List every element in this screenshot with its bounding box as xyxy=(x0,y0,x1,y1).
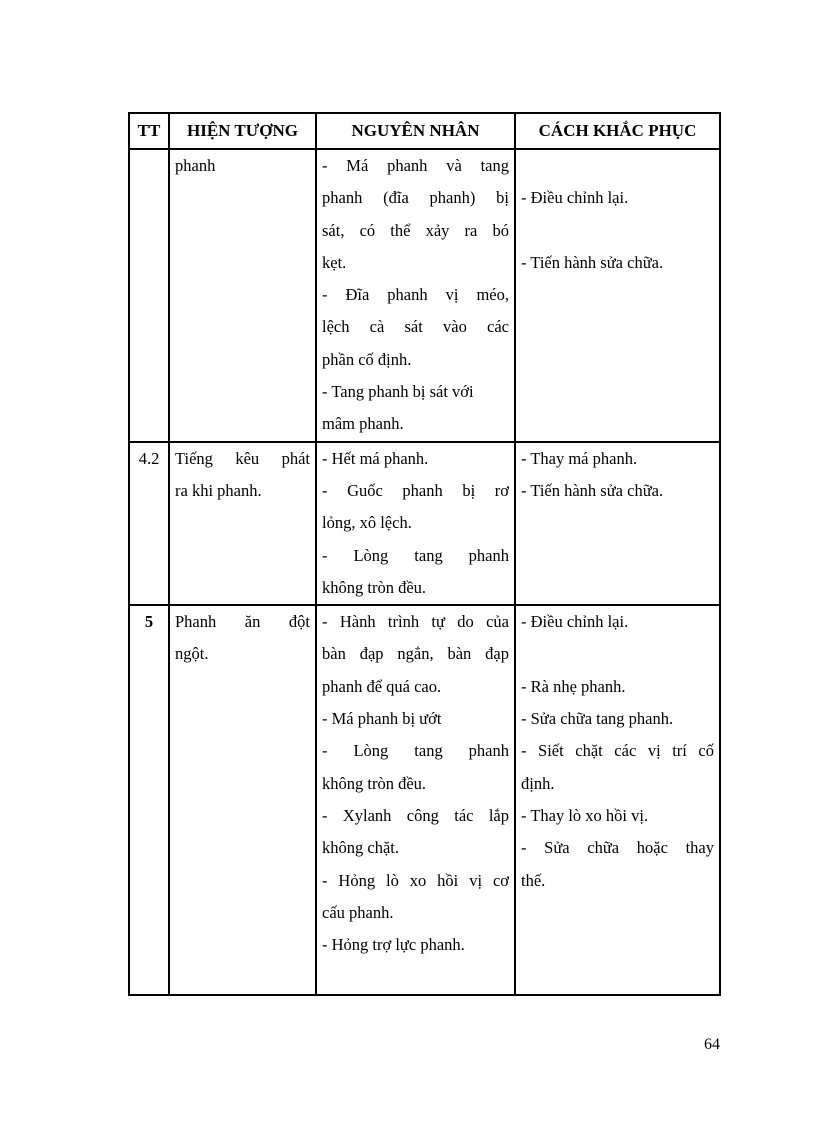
header-nguyen-nhan: NGUYÊN NHÂN xyxy=(316,113,515,149)
nguyen-nhan-line: phanh để quá cao. xyxy=(322,676,442,696)
hien-tuong-line: Tiếng kêu phát xyxy=(175,448,310,468)
tt-value: 5 xyxy=(144,612,154,632)
nguyen-nhan-line: không chặt. xyxy=(322,838,399,858)
cell-tt xyxy=(129,605,169,995)
nguyen-nhan-line: lỏng, xô lệch. xyxy=(322,513,412,533)
nguyen-nhan-line: phần cố định. xyxy=(322,349,412,369)
cell-nguyen-nhan xyxy=(316,149,515,442)
nguyen-nhan-line: - Hỏng trợ lực phanh. xyxy=(322,935,465,955)
table-row xyxy=(129,442,720,605)
tt-value xyxy=(135,150,163,182)
nguyen-nhan-line: - Hết má phanh. xyxy=(322,448,429,468)
troubleshooting-table xyxy=(128,112,721,996)
nguyen-nhan-line: - Lòng tang phanh xyxy=(322,741,509,761)
cach-khac-phuc-line: định. xyxy=(521,773,555,793)
nguyen-nhan-line: phanh (đĩa phanh) bị xyxy=(322,188,509,208)
nguyen-nhan-line: - Tang phanh bị sát với xyxy=(322,382,474,402)
tt-value: 4.2 xyxy=(138,448,160,468)
page-number: 64 xyxy=(704,1036,720,1053)
table-row xyxy=(129,149,720,442)
nguyen-nhan-line: - Má phanh và tang xyxy=(322,156,509,175)
nguyen-nhan-line: không tròn đều. xyxy=(322,773,427,793)
hien-tuong-line: phanh xyxy=(175,156,216,175)
cell-hien-tuong xyxy=(169,149,316,442)
cach-khac-phuc-line: - Tiến hành sửa chữa. xyxy=(521,480,664,500)
table-header-row xyxy=(129,113,720,149)
nguyen-nhan-line: bàn đạp ngắn, bàn đạp xyxy=(322,644,509,664)
cell-hien-tuong xyxy=(169,605,316,995)
nguyen-nhan-line: mâm phanh. xyxy=(322,414,404,434)
cach-khac-phuc-line xyxy=(521,215,714,247)
nguyen-nhan-line: lệch cà sát vào các xyxy=(322,317,509,337)
nguyen-nhan-line: - Xylanh công tác lắp xyxy=(322,805,509,825)
cell-nguyen-nhan xyxy=(316,605,515,995)
table-row xyxy=(129,605,720,995)
cach-khac-phuc-line: - Điều chỉnh lại. xyxy=(521,188,629,208)
cach-khac-phuc-line: - Điều chỉnh lại. xyxy=(521,612,629,632)
nguyen-nhan-line: - Hành trình tự do của xyxy=(322,612,509,632)
header-tt: TT xyxy=(129,113,169,149)
cell-cach-khac-phuc xyxy=(515,149,720,442)
cach-khac-phuc-line: - Sửa chữa hoặc thay xyxy=(521,838,714,858)
cell-nguyen-nhan xyxy=(316,442,515,605)
cell-cach-khac-phuc xyxy=(515,605,720,995)
hien-tuong-line: Phanh ăn đột xyxy=(175,612,310,632)
nguyen-nhan-line: - Lòng tang phanh xyxy=(322,545,509,565)
nguyen-nhan-line: - Guốc phanh bị rơ xyxy=(322,480,509,500)
hien-tuong-line: ra khi phanh. xyxy=(175,480,262,500)
nguyen-nhan-line: cấu phanh. xyxy=(322,902,394,922)
cach-khac-phuc-line xyxy=(521,638,714,670)
nguyen-nhan-line: - Đĩa phanh vị méo, xyxy=(322,285,509,305)
hien-tuong-line: ngột. xyxy=(175,644,209,664)
cell-cach-khac-phuc xyxy=(515,442,720,605)
cach-khac-phuc-line: - Thay má phanh. xyxy=(521,448,638,468)
nguyen-nhan-line: không tròn đều. xyxy=(322,577,427,597)
cach-khac-phuc-line: - Tiến hành sửa chữa. xyxy=(521,252,664,272)
nguyen-nhan-line: kẹt. xyxy=(322,252,347,272)
header-hien-tuong: HIỆN TƯỢNG xyxy=(169,113,316,149)
cell-tt xyxy=(129,149,169,442)
cell-hien-tuong xyxy=(169,442,316,605)
cach-khac-phuc-line xyxy=(521,150,714,182)
cell-tt xyxy=(129,442,169,605)
cach-khac-phuc-line: - Siết chặt các vị trí cố xyxy=(521,741,714,761)
cach-khac-phuc-line: thế. xyxy=(521,870,546,890)
cach-khac-phuc-line: - Rà nhẹ phanh. xyxy=(521,676,626,696)
nguyen-nhan-line: - Má phanh bị ướt xyxy=(322,709,442,729)
header-cach-khac-phuc: CÁCH KHẮC PHỤC xyxy=(515,113,720,149)
nguyen-nhan-line: sát, có thể xảy ra bó xyxy=(322,220,509,240)
nguyen-nhan-line: - Hỏng lò xo hồi vị cơ xyxy=(322,870,509,890)
cach-khac-phuc-line: - Sửa chữa tang phanh. xyxy=(521,709,674,729)
cach-khac-phuc-line: - Thay lò xo hồi vị. xyxy=(521,805,649,825)
